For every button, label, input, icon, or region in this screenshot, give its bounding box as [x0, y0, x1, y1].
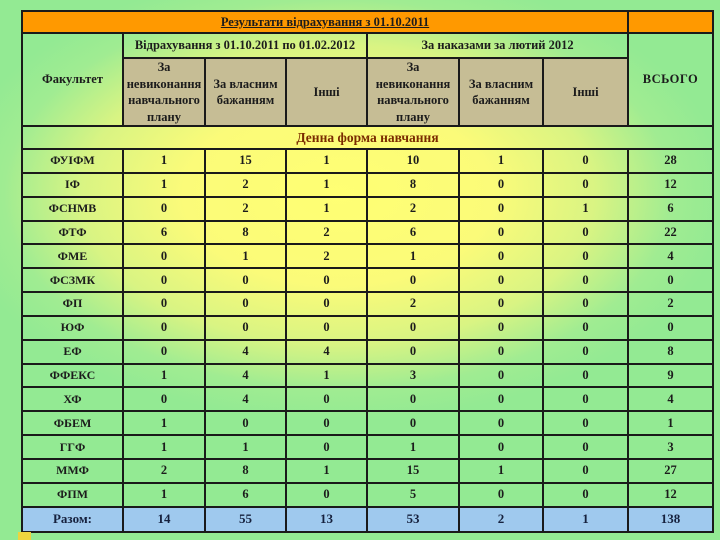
section-header: Денна форма навчання: [22, 126, 713, 149]
value-cell: 4: [628, 387, 713, 411]
total-row-label: Разом:: [22, 507, 123, 532]
value-cell: 3: [367, 364, 459, 388]
value-cell: 5: [367, 483, 459, 507]
faculty-label: ХФ: [22, 387, 123, 411]
table-row: [22, 292, 713, 316]
faculty-label: ММФ: [22, 459, 123, 483]
value-cell: 0: [123, 387, 205, 411]
title-band-end-cell: [628, 11, 713, 33]
value-cell: 0: [123, 340, 205, 364]
value-cell: 0: [123, 316, 205, 340]
value-cell: 0: [286, 268, 367, 292]
total-value-cell: 14: [123, 507, 205, 532]
value-cell: 1: [459, 149, 543, 173]
value-cell: 6: [123, 221, 205, 245]
value-cell: 0: [367, 411, 459, 435]
group-header-period1: Відрахування з 01.10.2011 по 01.02.2012: [123, 33, 367, 58]
value-cell: 12: [628, 483, 713, 507]
value-cell: 0: [367, 268, 459, 292]
value-cell: 1: [123, 364, 205, 388]
value-cell: 8: [367, 173, 459, 197]
table-row: [22, 411, 713, 435]
value-cell: 2: [367, 292, 459, 316]
value-cell: 0: [628, 316, 713, 340]
value-cell: 0: [205, 411, 286, 435]
value-cell: 2: [286, 244, 367, 268]
table-row: [22, 483, 713, 507]
value-cell: 1: [286, 459, 367, 483]
value-cell: 15: [205, 149, 286, 173]
value-cell: 0: [367, 316, 459, 340]
group-header-row: [22, 33, 713, 58]
table-row: [22, 316, 713, 340]
table-row: [22, 268, 713, 292]
value-cell: 0: [543, 387, 628, 411]
value-cell: 0: [543, 340, 628, 364]
value-cell: 0: [543, 316, 628, 340]
faculty-label: ІФ: [22, 173, 123, 197]
value-cell: 0: [543, 411, 628, 435]
value-cell: 4: [628, 244, 713, 268]
value-cell: 0: [205, 316, 286, 340]
value-cell: 0: [459, 387, 543, 411]
value-cell: 2: [123, 459, 205, 483]
value-cell: 0: [543, 364, 628, 388]
value-cell: 0: [205, 268, 286, 292]
column-header-ownwish-1: За власним бажанням: [205, 58, 286, 126]
value-cell: 2: [205, 173, 286, 197]
column-header-nonfulfilment-2: За невиконання навчального плану: [367, 58, 459, 126]
value-cell: 0: [123, 197, 205, 221]
value-cell: 15: [367, 459, 459, 483]
table-row: [22, 197, 713, 221]
value-cell: 0: [459, 340, 543, 364]
faculty-label: ЮФ: [22, 316, 123, 340]
value-cell: 1: [123, 149, 205, 173]
value-cell: 22: [628, 221, 713, 245]
value-cell: 3: [628, 435, 713, 459]
value-cell: 2: [367, 197, 459, 221]
value-cell: 0: [459, 197, 543, 221]
value-cell: 4: [205, 364, 286, 388]
title-row: [22, 11, 713, 33]
value-cell: 9: [628, 364, 713, 388]
value-cell: 0: [459, 244, 543, 268]
total-value-cell: 138: [628, 507, 713, 532]
slide-corner-decoration: [18, 532, 31, 540]
value-cell: 1: [459, 459, 543, 483]
group-header-period2: За наказами за лютий 2012: [367, 33, 628, 58]
value-cell: 0: [286, 387, 367, 411]
value-cell: 0: [123, 244, 205, 268]
value-cell: 0: [543, 292, 628, 316]
value-cell: 1: [286, 364, 367, 388]
value-cell: 0: [286, 316, 367, 340]
value-cell: 1: [123, 435, 205, 459]
value-cell: 1: [367, 244, 459, 268]
value-cell: 0: [543, 173, 628, 197]
value-cell: 10: [367, 149, 459, 173]
value-cell: 2: [286, 221, 367, 245]
faculty-label: ФПМ: [22, 483, 123, 507]
faculty-label: ФУІФМ: [22, 149, 123, 173]
table-row: [22, 149, 713, 173]
value-cell: 0: [543, 149, 628, 173]
total-value-cell: 2: [459, 507, 543, 532]
faculty-label: ФСНМВ: [22, 197, 123, 221]
value-cell: 0: [459, 316, 543, 340]
value-cell: 2: [205, 197, 286, 221]
value-cell: 0: [543, 459, 628, 483]
value-cell: 1: [286, 149, 367, 173]
table-row: [22, 387, 713, 411]
total-row: [22, 507, 713, 532]
value-cell: 1: [123, 411, 205, 435]
value-cell: 0: [286, 411, 367, 435]
column-header-nonfulfilment-1: За невиконання навчального плану: [123, 58, 205, 126]
faculty-label: ФМЕ: [22, 244, 123, 268]
faculty-label: ГГФ: [22, 435, 123, 459]
value-cell: 0: [459, 411, 543, 435]
value-cell: 1: [205, 244, 286, 268]
total-value-cell: 1: [543, 507, 628, 532]
faculty-label: ЕФ: [22, 340, 123, 364]
total-value-cell: 55: [205, 507, 286, 532]
section-header-row: [22, 126, 713, 149]
table-row: [22, 364, 713, 388]
value-cell: 0: [459, 173, 543, 197]
subheader-row: [22, 58, 713, 126]
table-body: [22, 11, 713, 532]
value-cell: 0: [286, 483, 367, 507]
value-cell: 0: [459, 221, 543, 245]
total-value-cell: 13: [286, 507, 367, 532]
value-cell: 0: [123, 292, 205, 316]
value-cell: 28: [628, 149, 713, 173]
value-cell: 0: [459, 364, 543, 388]
total-column-header: ВСЬОГО: [628, 33, 713, 126]
faculty-label: ФСЗМК: [22, 268, 123, 292]
table-row: [22, 221, 713, 245]
table-row: [22, 340, 713, 364]
faculty-column-header: Факультет: [22, 33, 123, 126]
total-value-cell: 53: [367, 507, 459, 532]
value-cell: 0: [459, 435, 543, 459]
value-cell: 0: [286, 292, 367, 316]
value-cell: 8: [205, 459, 286, 483]
value-cell: 0: [205, 292, 286, 316]
value-cell: 0: [123, 268, 205, 292]
value-cell: 0: [459, 292, 543, 316]
value-cell: 2: [628, 292, 713, 316]
value-cell: 1: [205, 435, 286, 459]
value-cell: 1: [628, 411, 713, 435]
value-cell: 0: [543, 435, 628, 459]
value-cell: 27: [628, 459, 713, 483]
value-cell: 6: [205, 483, 286, 507]
value-cell: 1: [123, 173, 205, 197]
value-cell: 4: [205, 340, 286, 364]
table-row: [22, 173, 713, 197]
value-cell: 0: [367, 340, 459, 364]
value-cell: 1: [543, 197, 628, 221]
value-cell: 4: [286, 340, 367, 364]
faculty-label: ФФЕКС: [22, 364, 123, 388]
column-header-other-1: Інші: [286, 58, 367, 126]
faculty-label: ФБЕМ: [22, 411, 123, 435]
value-cell: 12: [628, 173, 713, 197]
faculty-label: ФП: [22, 292, 123, 316]
column-header-ownwish-2: За власним бажанням: [459, 58, 543, 126]
value-cell: 1: [286, 197, 367, 221]
value-cell: 0: [286, 435, 367, 459]
value-cell: 4: [205, 387, 286, 411]
value-cell: 1: [367, 435, 459, 459]
slide-title: Результати відрахування з 01.10.2011: [22, 11, 628, 33]
value-cell: 8: [628, 340, 713, 364]
value-cell: 0: [628, 268, 713, 292]
table-row: [22, 435, 713, 459]
value-cell: 1: [123, 483, 205, 507]
table-row: [22, 244, 713, 268]
value-cell: 0: [543, 221, 628, 245]
value-cell: 0: [543, 268, 628, 292]
value-cell: 0: [543, 244, 628, 268]
value-cell: 6: [628, 197, 713, 221]
value-cell: 0: [543, 483, 628, 507]
value-cell: 0: [367, 387, 459, 411]
results-table: [21, 10, 714, 533]
table-row: [22, 459, 713, 483]
value-cell: 0: [459, 268, 543, 292]
value-cell: 1: [286, 173, 367, 197]
value-cell: 0: [459, 483, 543, 507]
faculty-label: ФТФ: [22, 221, 123, 245]
value-cell: 6: [367, 221, 459, 245]
value-cell: 8: [205, 221, 286, 245]
column-header-other-2: Інші: [543, 58, 628, 126]
